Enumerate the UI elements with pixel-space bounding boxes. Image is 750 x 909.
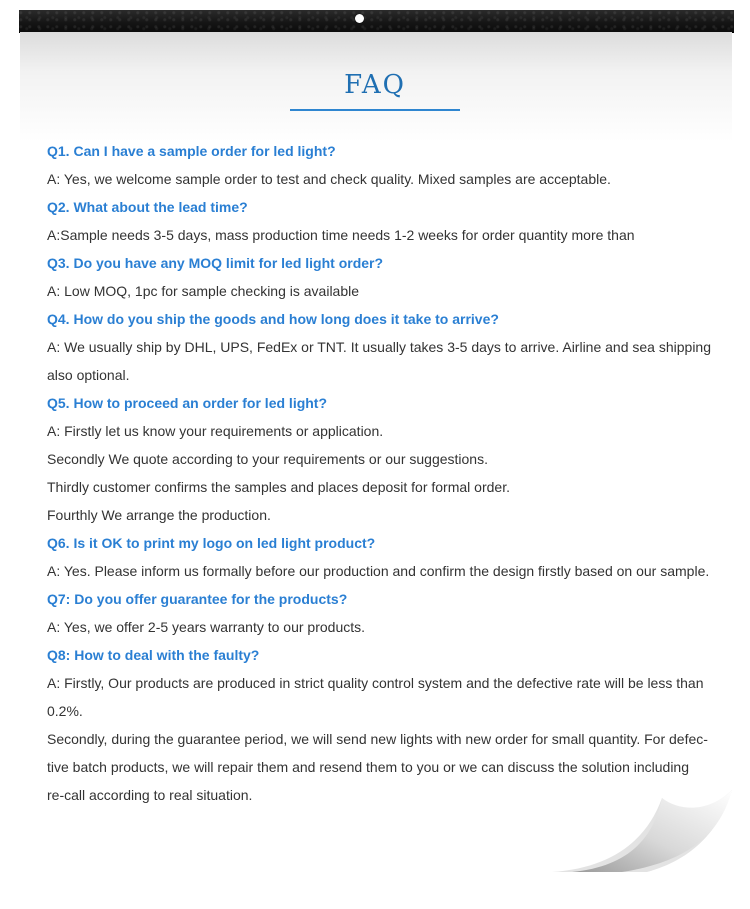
faq-answer: tive batch products, we will repair them and resend them to you or we can discuss the solution including [47, 759, 690, 775]
faq-question: Q8: How to deal with the faulty? [47, 647, 260, 663]
faq-answer: also optional. [47, 367, 130, 383]
faq-answer: A: Yes, we welcome sample order to test and check quality. Mixed samples are acceptable. [47, 171, 611, 187]
faq-answer: A: Firstly, Our products are produced in strict quality control system and the defective rate will be less than [47, 675, 704, 691]
faq-question: Q4. How do you ship the goods and how long does it take to arrive? [47, 311, 499, 327]
faq-answer: A:Sample needs 3-5 days, mass production time needs 1-2 weeks for order quantity more than [47, 227, 635, 243]
faq-answer: A: Low MOQ, 1pc for sample checking is available [47, 283, 360, 299]
faq-answer: Fourthly We arrange the production. [47, 507, 271, 523]
faq-question: Q1. Can I have a sample order for led light? [47, 143, 336, 159]
page-title: FAQ [344, 70, 406, 100]
faq-question: Q5. How to proceed an order for led light? [47, 395, 328, 411]
faq-answer: A: Yes. Please inform us formally before our production and confirm the design firstly based on our sample. [47, 563, 710, 579]
faq-answer: A: Yes, we offer 2-5 years warranty to our products. [47, 619, 366, 635]
binder-hole [355, 14, 364, 23]
faq-answer: 0.2%. [47, 703, 83, 719]
faq-answer: Secondly, during the guarantee period, we will send new lights with new order for small quantity. For defec- [47, 731, 708, 747]
faq-question: Q6. Is it OK to print my logo on led light product? [47, 535, 376, 551]
faq-answer: A: Firstly let us know your requirements or application. [47, 423, 384, 439]
faq-list [47, 137, 727, 809]
faq-answer: Thirdly customer confirms the samples and places deposit for formal order. [47, 479, 510, 495]
faq-answer: re-call according to real situation. [47, 787, 253, 803]
faq-answer: Secondly We quote according to your requirements or our suggestions. [47, 451, 488, 467]
faq-question: Q3. Do you have any MOQ limit for led light order? [47, 255, 384, 271]
title-underline [290, 109, 460, 111]
faq-question: Q2. What about the lead time? [47, 199, 248, 215]
faq-question: Q7: Do you offer guarantee for the products? [47, 591, 348, 607]
leather-header-bar [19, 10, 734, 33]
faq-answer: A: We usually ship by DHL, UPS, FedEx or TNT. It usually takes 3-5 days to arrive. Airline and sea shipping [47, 339, 712, 355]
